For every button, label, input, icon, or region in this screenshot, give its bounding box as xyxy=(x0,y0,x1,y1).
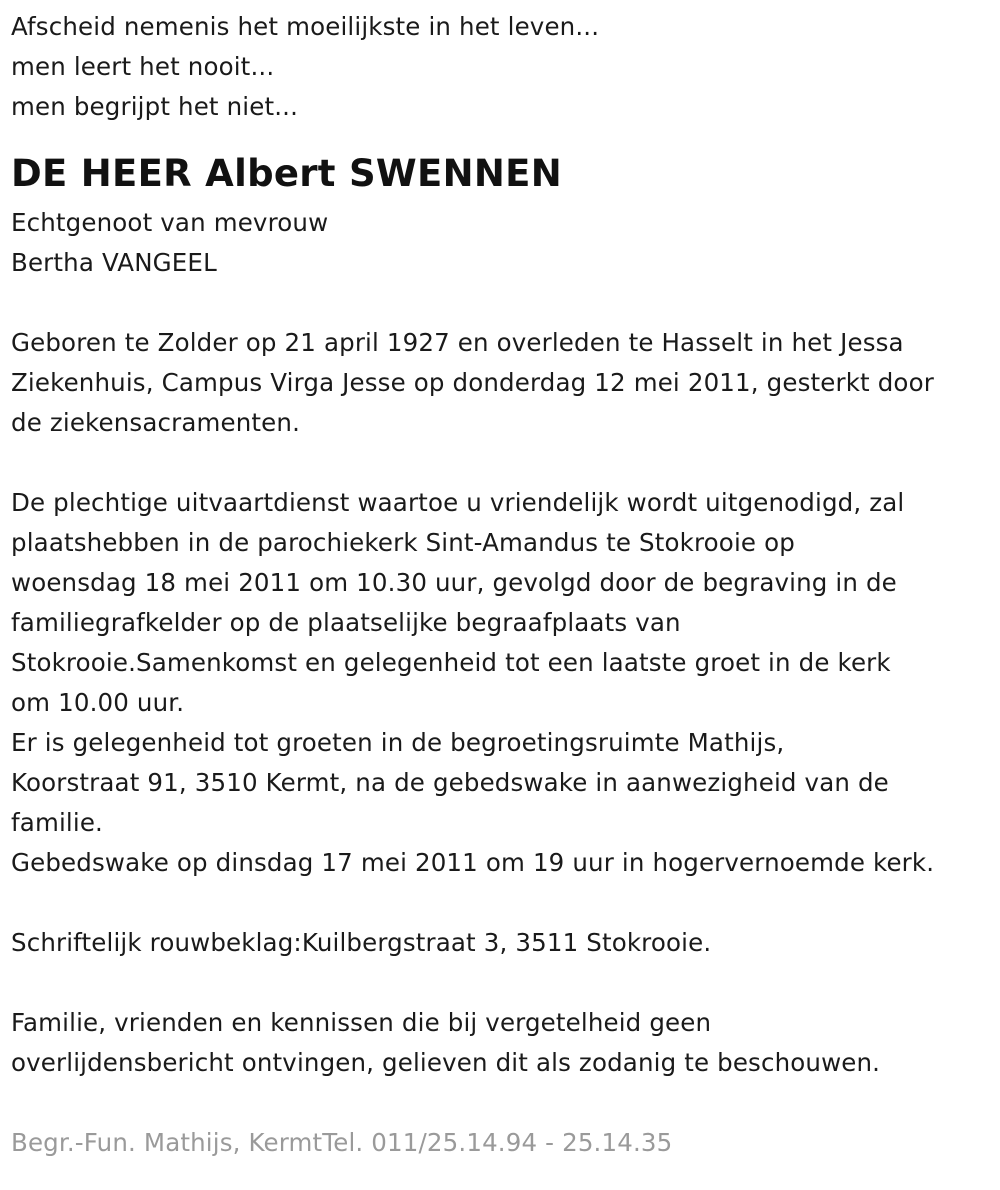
poem-line: men begrijpt het niet... xyxy=(11,92,299,121)
spouse-line: Echtgenoot van mevrouw xyxy=(11,208,329,237)
spacer xyxy=(11,443,1000,483)
spacer xyxy=(11,1083,1000,1123)
paragraph-line: familiegrafkelder op de plaatselijke begraafplaats van xyxy=(11,608,681,637)
spacer xyxy=(11,883,1000,923)
paragraph-line: Stokrooie.Samenkomst en gelegenheid tot een laatste groet in de kerk xyxy=(11,648,891,677)
paragraph-line: woensdag 18 mei 2011 om 10.30 uur, gevolgd door de begraving in de xyxy=(11,568,897,597)
spacer xyxy=(11,127,1000,149)
birth-death-paragraph xyxy=(11,323,1000,443)
poem-line: Afscheid nemenis het moeilijkste in het leven... xyxy=(11,12,600,41)
paragraph-line: Geboren te Zolder op 21 april 1927 en overleden te Hasselt in het Jessa xyxy=(11,328,904,357)
spouse-name: Bertha VANGEEL xyxy=(11,248,217,277)
paragraph-line: de ziekensacramenten. xyxy=(11,408,301,437)
deceased-name: DE HEER Albert SWENNEN xyxy=(11,152,562,195)
paragraph-line: De plechtige uitvaartdienst waartoe u vriendelijk wordt uitgenodigd, zal xyxy=(11,488,905,517)
paragraph-line: Familie, vrienden en kennissen die bij vergetelheid geen xyxy=(11,1008,712,1037)
poem xyxy=(11,7,1000,127)
paragraph-line: Koorstraat 91, 3510 Kermt, na de gebedswake in aanwezigheid van de xyxy=(11,768,889,797)
spacer xyxy=(11,283,1000,323)
spacer xyxy=(11,963,1000,1003)
condolences-address: Schriftelijk rouwbeklag:Kuilbergstraat 3, 3511 Stokrooie. xyxy=(11,928,712,957)
paragraph-line: Er is gelegenheid tot groeten in de begroetingsruimte Mathijs, xyxy=(11,728,785,757)
paragraph-line: Ziekenhuis, Campus Virga Jesse op donderdag 12 mei 2011, gesterkt door xyxy=(11,368,934,397)
notice-paragraph xyxy=(11,1003,1000,1083)
paragraph-line: om 10.00 uur. xyxy=(11,688,185,717)
funeral-home-footer: Begr.-Fun. Mathijs, KermtTel. 011/25.14.94 - 25.14.35 xyxy=(11,1128,673,1157)
poem-line: men leert het nooit... xyxy=(11,52,275,81)
deceased-block xyxy=(11,149,1000,283)
paragraph-line: overlijdensbericht ontvingen, gelieven dit als zodanig te beschouwen. xyxy=(11,1048,881,1077)
funeral-paragraph xyxy=(11,483,1000,883)
paragraph-line: familie. xyxy=(11,808,103,837)
paragraph-line: plaatshebben in de parochiekerk Sint-Amandus te Stokrooie op xyxy=(11,528,795,557)
paragraph-line: Gebedswake op dinsdag 17 mei 2011 om 19 uur in hogervernoemde kerk. xyxy=(11,848,935,877)
